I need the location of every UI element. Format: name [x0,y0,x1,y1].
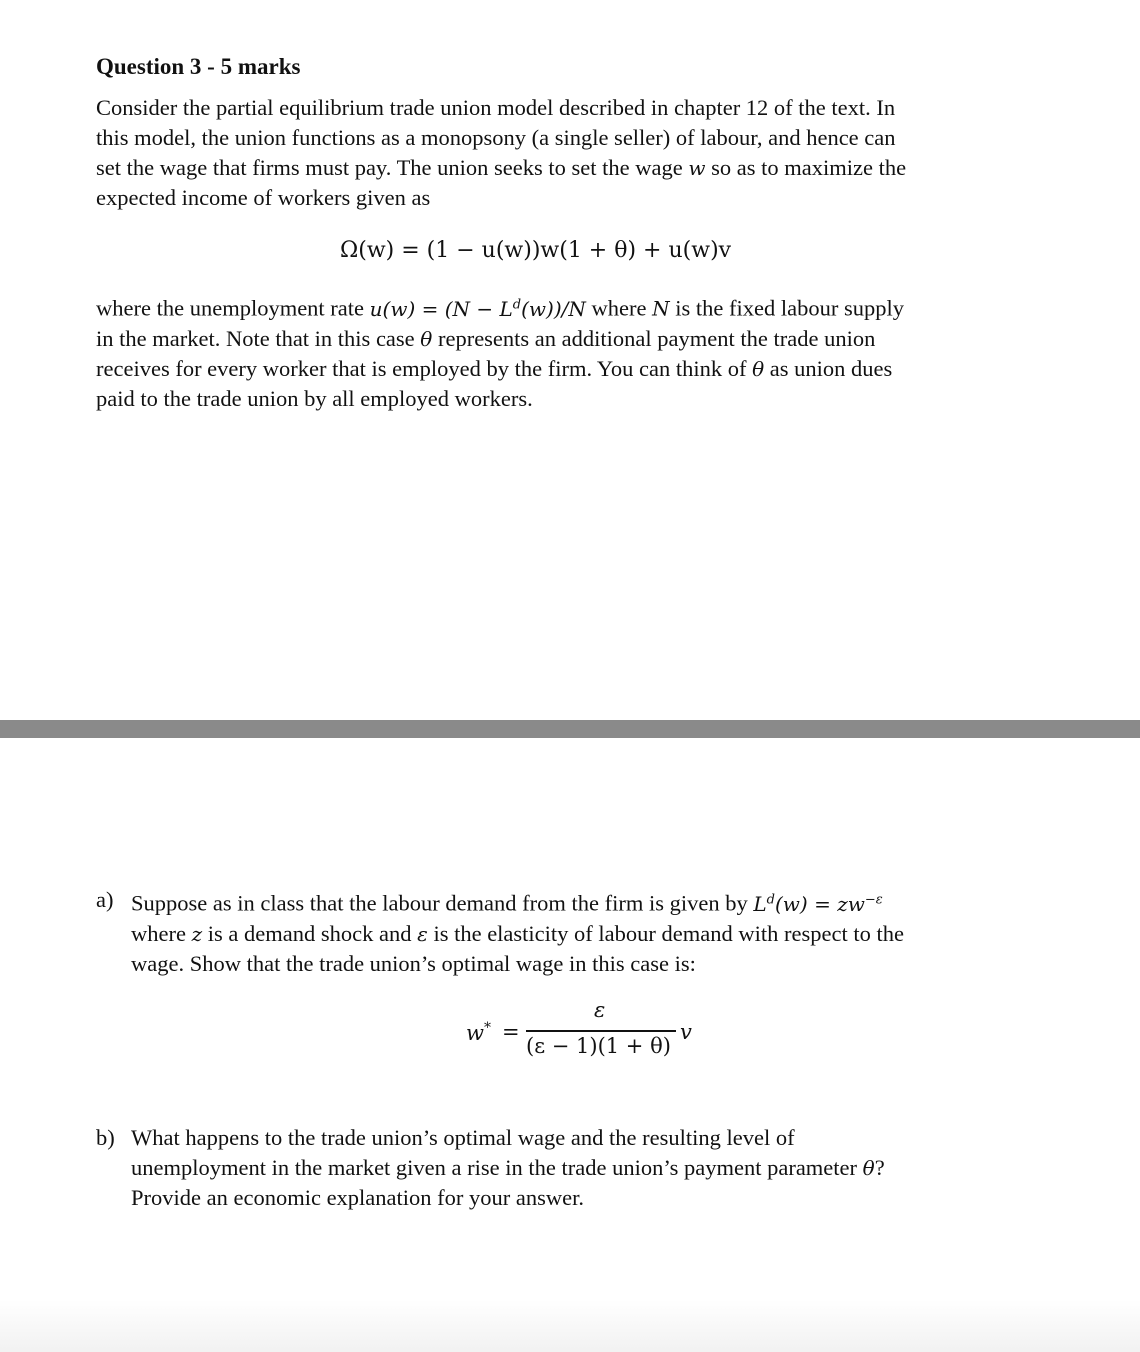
theta-variable: θ [420,326,433,351]
fraction-denominator: (ε − 1)(1 + θ) [526,1034,671,1058]
intro-line-3 [96,153,1031,183]
definition-paragraph [96,290,1031,414]
part-a-line-2-text-a: where [131,920,192,946]
unemployment-formula-part-2: (w))/N [521,296,586,321]
equals-sign: = [502,1020,520,1044]
intro-line-3-text-b: so as to maximize the [705,155,907,180]
definition-line-1 [96,290,1031,324]
part-b-line-1: What happens to the trade union’s optimal wage and the resulting level of [131,1125,795,1150]
labour-demand-L: L [753,891,767,916]
demand-shock-variable: z [191,921,203,946]
page-bottom-shade [0,1300,1140,1352]
labour-supply-variable: N [652,296,670,321]
page-divider [0,720,1140,738]
demand-superscript: d [512,297,522,312]
fraction-bar [526,1030,676,1032]
part-a-line-2-text-c: is the elasticity of labour demand with respect to the [427,920,904,946]
fraction-numerator: ε [594,998,606,1022]
optimal-wage-lhs [466,1020,491,1045]
part-b-line-2 [96,1153,1056,1183]
reservation-value: v [680,1020,692,1044]
optimal-wage-symbol: w [466,1021,484,1045]
expected-income-equation: Ω(w) = (1 − u(w))w(1 + θ) + u(w)v [340,238,732,263]
definition-line-2 [96,324,1031,354]
labour-demand-superscript: d [766,892,775,907]
part-b-line-3: Provide an economic explanation for your answer. [131,1185,584,1210]
part-b [96,1123,1056,1213]
definition-line-3-text-a: receives for every worker that is employed by the firm. You can think of [96,355,753,381]
intro-line-2: this model, the union functions as a monopsony (a single seller) of labour, and hence can [96,125,896,150]
labour-demand-rhs: (w) = zw [775,891,865,916]
part-a-line-2-text-b: is a demand shock and [202,920,418,946]
part-a-line-1 [96,885,1056,919]
definition-line-4: paid to the trade union by all employed workers. [96,385,533,411]
definition-line-2-text-b: represents an additional payment the trade union [432,325,876,351]
question-heading: Question 3 - 5 marks [96,54,301,79]
definition-line-1-text-a: where the unemployment rate [96,295,370,321]
part-b-marker: b) [96,1125,115,1150]
elasticity-variable: ε [417,921,428,946]
part-a-line-3: wage. Show that the trade union’s optimal wage in this case is: [131,950,696,976]
unemployment-formula-part-1: u(w) = (N − L [369,296,513,321]
intro-line-4: expected income of workers given as [96,185,431,210]
intro-paragraph [96,93,1031,213]
part-a [96,885,1056,979]
definition-line-3-text-b: as union dues [764,355,893,381]
part-a-marker: a) [96,887,114,912]
definition-line-1-text-b: where [585,295,653,321]
elasticity-exponent: −ε [864,892,883,907]
labour-demand-formula [753,892,882,916]
theta-variable-2: θ [752,356,765,381]
part-a-line-2 [96,919,1056,949]
unemployment-rate-formula [370,297,586,321]
part-a-line-1-text: Suppose as in class that the labour demand from the firm is given by [131,890,754,916]
part-b-line-2-text-a: unemployment in the market given a rise in the trade union’s payment parameter [131,1155,863,1180]
part-b-line-2-text-b: ? [874,1155,885,1180]
intro-line-1: Consider the partial equilibrium trade union model described in chapter 12 of the text. In [96,95,896,120]
theta-variable-3: θ [862,1156,875,1180]
definition-line-2-text-a: in the market. Note that in this case [96,325,421,351]
intro-line-3-text-a: set the wage that firms must pay. The union seeks to set the wage [96,155,689,180]
wage-variable: w [688,156,706,180]
optimal-star: * [483,1020,491,1036]
definition-line-1-text-c: is the fixed labour supply [669,295,904,321]
definition-line-3 [96,354,1031,384]
